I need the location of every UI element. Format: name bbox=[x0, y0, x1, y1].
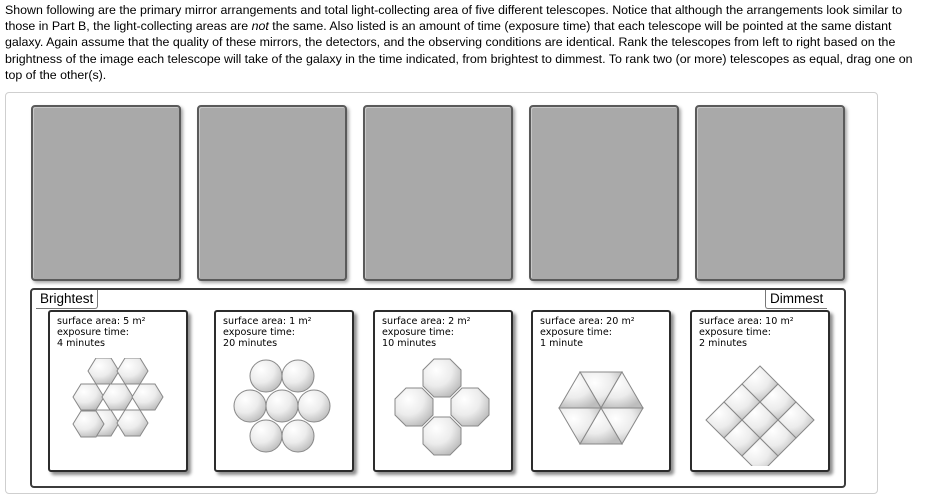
telescope-4-time: 1 minute bbox=[540, 338, 583, 349]
drop-slot-4[interactable] bbox=[529, 105, 679, 281]
instructions-emphasis: not bbox=[251, 19, 269, 34]
telescope-card-3[interactable] bbox=[373, 310, 513, 472]
telescope-5-area: surface area: 10 m² bbox=[699, 316, 794, 327]
instructions-part1: Shown following are the primary mirror arrangements and total light-collecting area of five different telescopes. Notice that although the arrangements look similar to those in Part B, the light-collecting areas are bbox=[5, 3, 903, 34]
drop-slot-3[interactable] bbox=[363, 105, 513, 281]
telescope-card-1[interactable] bbox=[48, 310, 188, 472]
telescope-card-5[interactable] bbox=[690, 310, 830, 472]
instructions-text bbox=[5, 2, 929, 83]
telescope-3-exposure-label: exposure time: bbox=[382, 327, 455, 338]
drop-slot-5[interactable] bbox=[695, 105, 845, 281]
diamond-mirror-icon bbox=[700, 358, 820, 466]
telescope-card-2[interactable] bbox=[214, 310, 354, 472]
circle-mirror-icon bbox=[224, 358, 344, 466]
telescope-2-area: surface area: 1 m² bbox=[223, 316, 312, 327]
telescope-5-time: 2 minutes bbox=[699, 338, 747, 349]
telescope-2-time: 20 minutes bbox=[223, 338, 278, 349]
telescope-1-area: surface area: 5 m² bbox=[57, 316, 146, 327]
telescope-1-time: 4 minutes bbox=[57, 338, 105, 349]
hexagon-mirror-icon bbox=[58, 358, 178, 466]
drop-slot-1[interactable] bbox=[31, 105, 181, 281]
telescope-4-area: surface area: 20 m² bbox=[540, 316, 635, 327]
telescope-card-4[interactable] bbox=[531, 310, 671, 472]
brightest-label: Brightest bbox=[36, 290, 98, 309]
triangle-hexagon-mirror-icon bbox=[541, 358, 661, 466]
telescope-1-exposure-label: exposure time: bbox=[57, 327, 130, 338]
telescope-3-time: 10 minutes bbox=[382, 338, 437, 349]
telescope-3-area: surface area: 2 m² bbox=[382, 316, 471, 327]
instructions-part2: the same. Also listed is an amount of time (exposure time) that each telescope will be pointed at the same distant galaxy. Again assume that the quality of these mirrors, the detectors, and the observing conditions are identical. Rank the telescopes from left to right based on the brightness of the image each telescope will take of the galaxy in the time indicated, from brightest to dimmest. To rank two (or more) telescopes as equal, drag one on top of the other(s). bbox=[5, 19, 913, 82]
octagon-mirror-icon bbox=[383, 358, 503, 466]
telescope-4-exposure-label: exposure time: bbox=[540, 327, 613, 338]
dimmest-label: Dimmest bbox=[765, 290, 827, 309]
telescope-2-exposure-label: exposure time: bbox=[223, 327, 296, 338]
drop-slot-2[interactable] bbox=[197, 105, 347, 281]
telescope-5-exposure-label: exposure time: bbox=[699, 327, 772, 338]
